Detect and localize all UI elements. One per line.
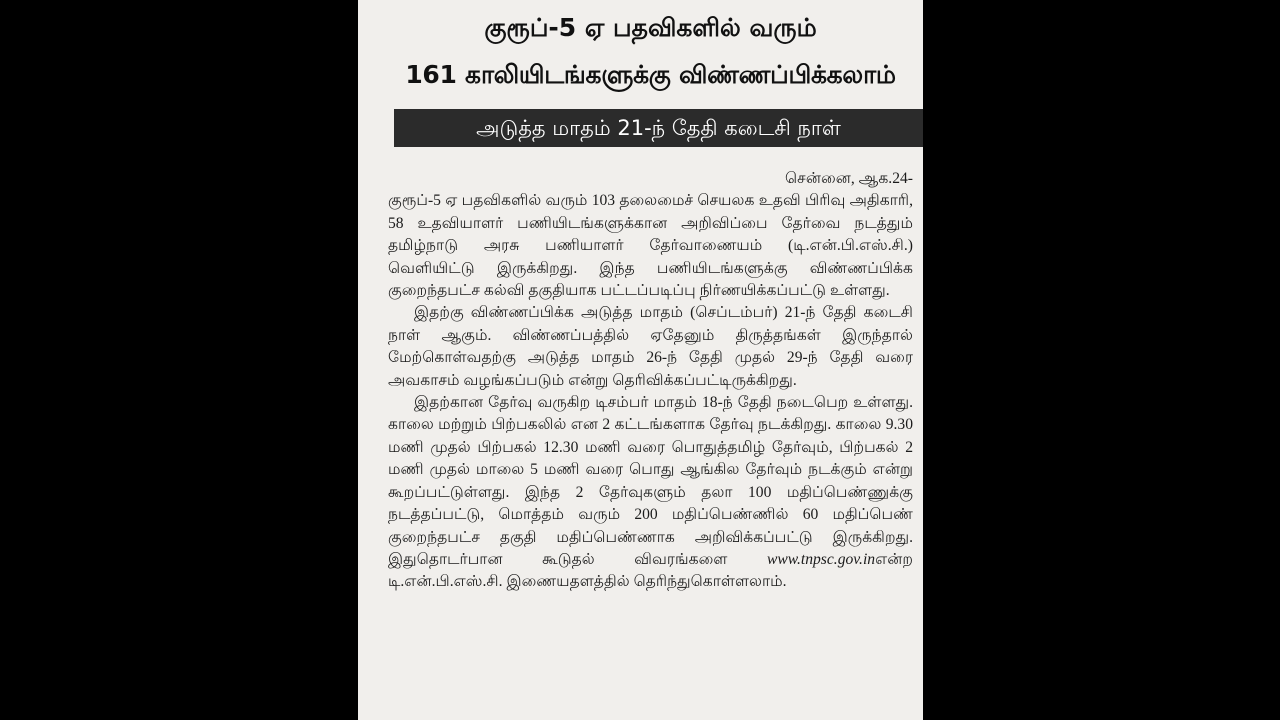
paragraph-3-text: இதற்கான தேர்வு வருகிற டிசம்பர் மாதம் 18-ந் தேதி நடைபெற உள்ளது. காலை மற்றும் பிற்பகலில் என 2 கட்டங்களாக தேர்வு நடக்கிறது. காலை 9.30 மணி முதல் பிற்பகல் 12.30 மணி வரை பொதுத்தமிழ் தேர்வும், பிற்பகல் 2 மணி முதல் மாலை 5 மணி வரை பொது ஆங்கில தேர்வும் நடக்கும் என்று கூறப்பட்டுள்ளது. இந்த 2 தேர்வுகளும் தலா 100 மதிப்பெண்ணுக்கு நடத்தப்பட்டு, மொத்தம் வரும் 200 மதிப்பெண்ணில் 60 மதிப்பெண் குறைந்தபட்ச தகுதி மதிப்பெண்ணாக அறிவிக்கப்பட்டு இருக்கிறது. இதுதொடர்பான கூடுதல் விவரங்களை: [388, 394, 913, 568]
subheadline-banner: அடுத்த மாதம் 21-ந் தேதி கடைசி நாள்: [394, 109, 923, 147]
headline-line-1: குரூப்-5 ஏ பதவிகளில் வரும்: [484, 13, 817, 42]
paragraph-2: இதற்கு விண்ணப்பிக்க அடுத்த மாதம் (செப்டம்பர்) 21-ந் தேதி கடைசி நாள் ஆகும். விண்ணப்பத்தில் ஏதேனும் திருத்தங்கள் இருந்தால் மேற்கொள்வதற்கு அடுத்த மாதம் 26-ந் தேதி முதல் 29-ந் தேதி வரை அவகாசம் வழங்கப்படும் என்று தெரிவிக்கப்பட்டிருக்கிறது.: [388, 304, 913, 389]
dateline: சென்னை, ஆக.24-: [785, 170, 913, 187]
newspaper-clipping: [358, 0, 923, 720]
article-body: [388, 168, 913, 594]
paragraph-1: குரூப்-5 ஏ பதவிகளில் வரும் 103 தலைமைச் செயலக உதவி பிரிவு அதிகாரி, 58 உதவியாளர் பணியிடங்களுக்கான அறிவிப்பை தேர்வை நடத்தும் தமிழ்நாடு அரசு பணியாளர் தேர்வாணையம் (டி.என்.பி.எஸ்.சி.) வெளியிட்டு இருக்கிறது. இந்த பணியிடங்களுக்கு விண்ணப்பிக்க குறைந்தபட்ச கல்வி தகுதியாக பட்டப்படிப்பு நிர்ணயிக்கப்பட்டு உள்ளது.: [388, 192, 913, 300]
headline-line-2: 161 காலியிடங்களுக்கு விண்ணப்பிக்கலாம்: [405, 60, 896, 89]
website-link: www.tnpsc.gov.in: [766, 550, 876, 568]
paragraph-3-text-end: என்ற டி.என்.பி.எஸ்.சி. இணையதளத்தில் தெரிந்துகொள்ளலாம்.: [388, 550, 913, 591]
paragraph-3: [388, 392, 913, 594]
